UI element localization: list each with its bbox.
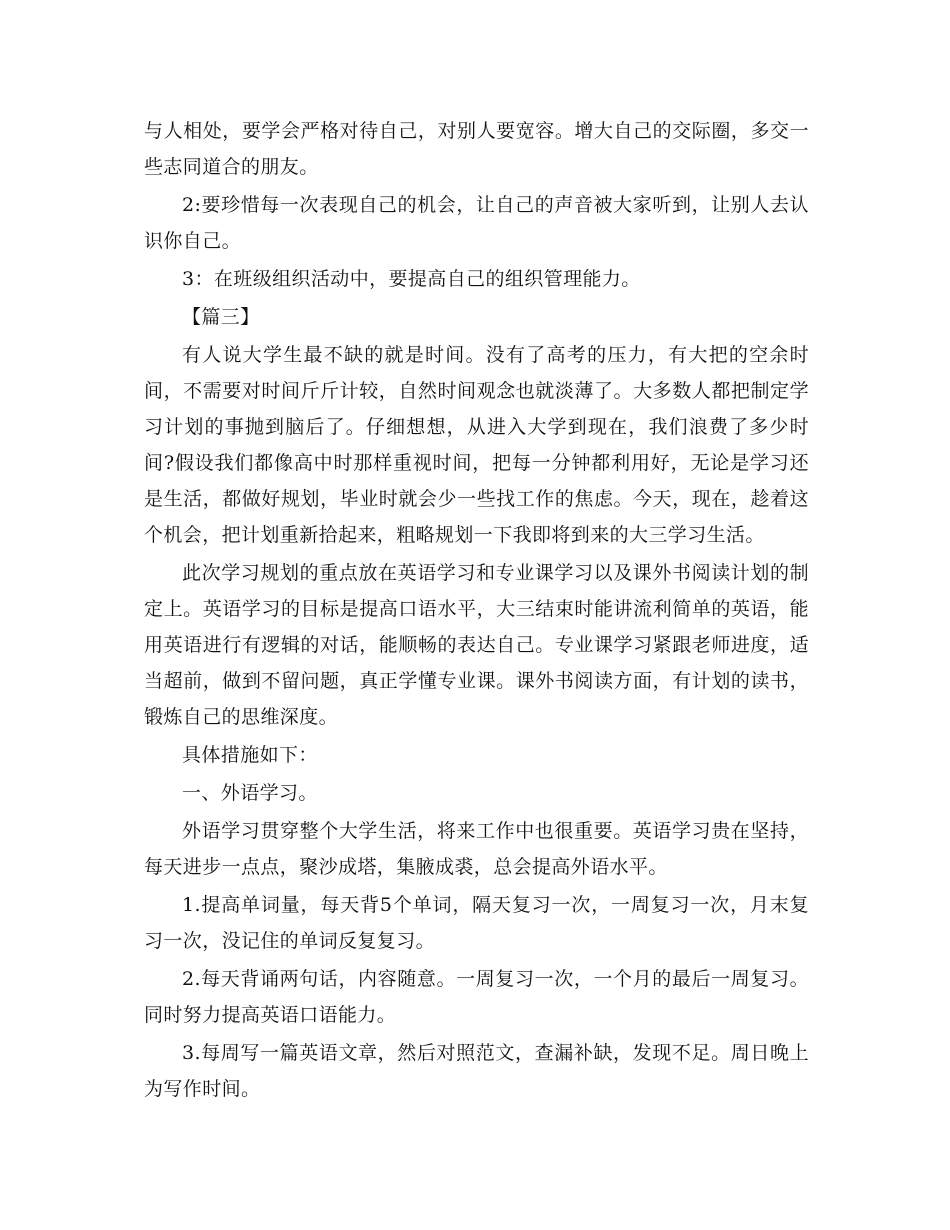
paragraph-step-1: 1.提高单词量，每天背5个单词，隔天复习一次，一周复习一次，月末复习一次，没记住的单词反复复习。 — [144, 894, 809, 952]
paragraph-subheading: 一、外语学习。 — [182, 782, 318, 804]
paragraph-item-3: 3：在班级组织活动中，要提高自己的组织管理能力。 — [182, 268, 641, 290]
paragraph-step-2: 2.每天背诵两句话，内容随意。一周复习一次，一个月的最后一周复习。同时努力提高英语口语能力。 — [144, 968, 809, 1026]
paragraph-item-2: 2:要珍惜每一次表现自己的机会，让自己的声音被大家听到，让别人去认识你自己。 — [144, 194, 809, 252]
paragraph-intro: 有人说大学生最不缺的就是时间。没有了高考的压力，有大把的空余时间，不需要对时间斤斤计较，自然时间观念也就淡薄了。大多数人都把制定学习计划的事抛到脑后了。仔细想想，从进入大学到现在，我们浪费了多少时间?假设我们都像高中时那样重视时间，把每一分钟都利用好，无论是学习还是生活，都做好规划，毕业时就会少一些找工作的焦虑。今天，现在，趁着这个机会，把计划重新拾起来，粗略规划一下我即将到来的大三学习生活。 — [144, 344, 809, 546]
paragraph-continued: 与人相处，要学会严格对待自己，对别人要宽容。增大自己的交际圈，多交一些志同道合的朋友。 — [144, 120, 809, 178]
section-heading: 【篇三】 — [182, 306, 260, 328]
paragraph-language: 外语学习贯穿整个大学生活，将来工作中也很重要。英语学习贵在坚持，每天进步一点点，聚沙成塔，集腋成裘，总会提高外语水平。 — [144, 820, 809, 878]
paragraph-measures-label: 具体措施如下： — [182, 744, 318, 766]
document-body — [144, 113, 809, 1109]
paragraph-focus: 此次学习规划的重点放在英语学习和专业课学习以及课外书阅读计划的制定上。英语学习的目标是提高口语水平，大三结束时能讲流利简单的英语，能用英语进行有逻辑的对话，能顺畅的表达自己。专业课学习紧跟老师进度，适当超前，做到不留问题，真正学懂专业课。课外书阅读方面，有计划的读书，锻炼自己的思维深度。 — [144, 562, 809, 728]
paragraph-step-3: 3.每周写一篇英语文章，然后对照范文，查漏补缺，发现不足。周日晚上为写作时间。 — [144, 1042, 809, 1100]
